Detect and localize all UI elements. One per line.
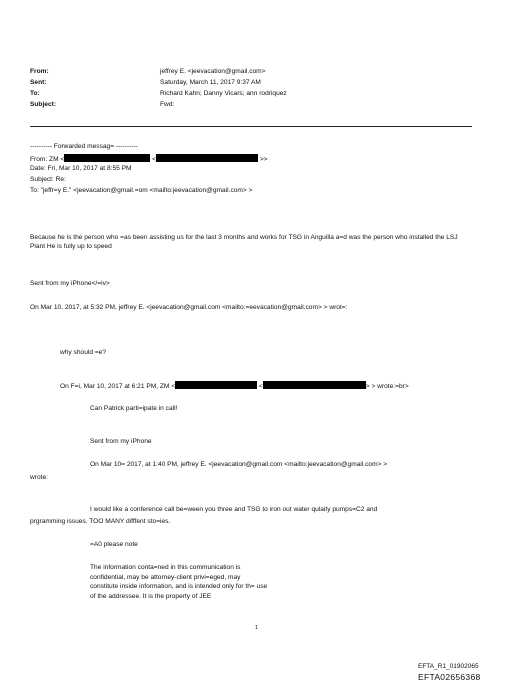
why-should-line: why should =e? bbox=[60, 349, 107, 356]
can-patrick-line: Can Patrick parti=ipate in call! bbox=[90, 405, 178, 412]
from-value: jeffrey E. <jeevacation@gmail.com> bbox=[160, 68, 266, 75]
disclaimer-text: The information conta=ned in this communication is confidential, may be attorney-client privi=eged, may constitute inside information, and is intended only for th= use of the addressee. It is the property of JEE bbox=[90, 564, 268, 600]
forwarded-from-line bbox=[30, 154, 268, 165]
quoted-header-621 bbox=[60, 381, 409, 392]
quoted-header-140: On Mar 10= 2017, at 1:40 PM, jeffrey E. <jeevacation@gmail.com <mailto:jeevacation@gmail.com> > bbox=[90, 461, 388, 468]
redaction-box bbox=[64, 154, 150, 162]
please-note: =A0 please note bbox=[90, 541, 138, 548]
quoted-header-621-mid: < bbox=[258, 383, 263, 390]
conference-line-1: I would like a conference call be=ween you three and TSG to iron out water qulaity pumps=C2 and bbox=[90, 506, 378, 513]
page-number: 1 bbox=[255, 625, 259, 631]
to-value: Richard Kahn; Danny Vicars; ann rodriquez bbox=[160, 90, 287, 97]
body-paragraph: Because he is the person who =as been assisting us for the last 3 months and works for TSG in Anguilla a=d was the person who installed the LSJ Plant He is fully up to speed bbox=[30, 234, 458, 250]
redaction-box bbox=[263, 381, 366, 389]
bates-stamp-large: EFTA02656368 bbox=[418, 672, 481, 682]
header-divider bbox=[30, 126, 472, 127]
quoted-header-621-prefix: On F=i, Mar 10, 2017 at 6:21 PM, ZM < bbox=[60, 383, 176, 390]
forwarded-date: Date: Fri, Mar 10, 2017 at 8:55 PM bbox=[30, 165, 132, 172]
sent-label: Sent: bbox=[30, 79, 47, 86]
sent-from-iphone-2: Sent from my iPhone bbox=[90, 438, 152, 445]
from-label: From: bbox=[30, 68, 49, 75]
bates-stamp-small: EFTA_R1_01902065 bbox=[418, 663, 479, 670]
sent-from-iphone: Sent from my iPhone</=iv> bbox=[30, 280, 110, 287]
sent-value: Saturday, March 11, 2017 9:37 AM bbox=[160, 79, 261, 86]
forwarded-from-prefix: From: ZM < bbox=[30, 156, 65, 163]
forwarded-to: To: "jeffr=y E." <jeevacation@gmail.=om <mailto:jeevacation@gmail.com> > bbox=[30, 187, 253, 194]
redaction-box bbox=[156, 154, 258, 162]
forwarded-from-mid: < bbox=[152, 156, 156, 163]
conference-line-2: prgramming issues. TOO MANY difffent sto=ies. bbox=[30, 518, 171, 525]
quoted-header-621-suffix: > > wrote:=br> bbox=[365, 383, 409, 390]
forwarded-subject: Subject: Re: bbox=[30, 176, 66, 183]
redaction-box bbox=[175, 381, 257, 389]
to-label: To: bbox=[30, 90, 40, 97]
quoted-header-532: On Mar 10, 2017, at 5:32 PM, jeffrey E. <jeevacation@gmail.com <mailto:=eevacation@gmail.com> > wrot=: bbox=[30, 304, 348, 311]
wrote-line: wrote: bbox=[30, 474, 48, 481]
forwarded-banner: ---------- Forwarded messag= ---------- bbox=[30, 143, 138, 150]
forwarded-from-suffix: >> bbox=[259, 156, 268, 163]
subject-label: Subject: bbox=[30, 101, 57, 108]
subject-value: Fwd: bbox=[160, 101, 175, 108]
